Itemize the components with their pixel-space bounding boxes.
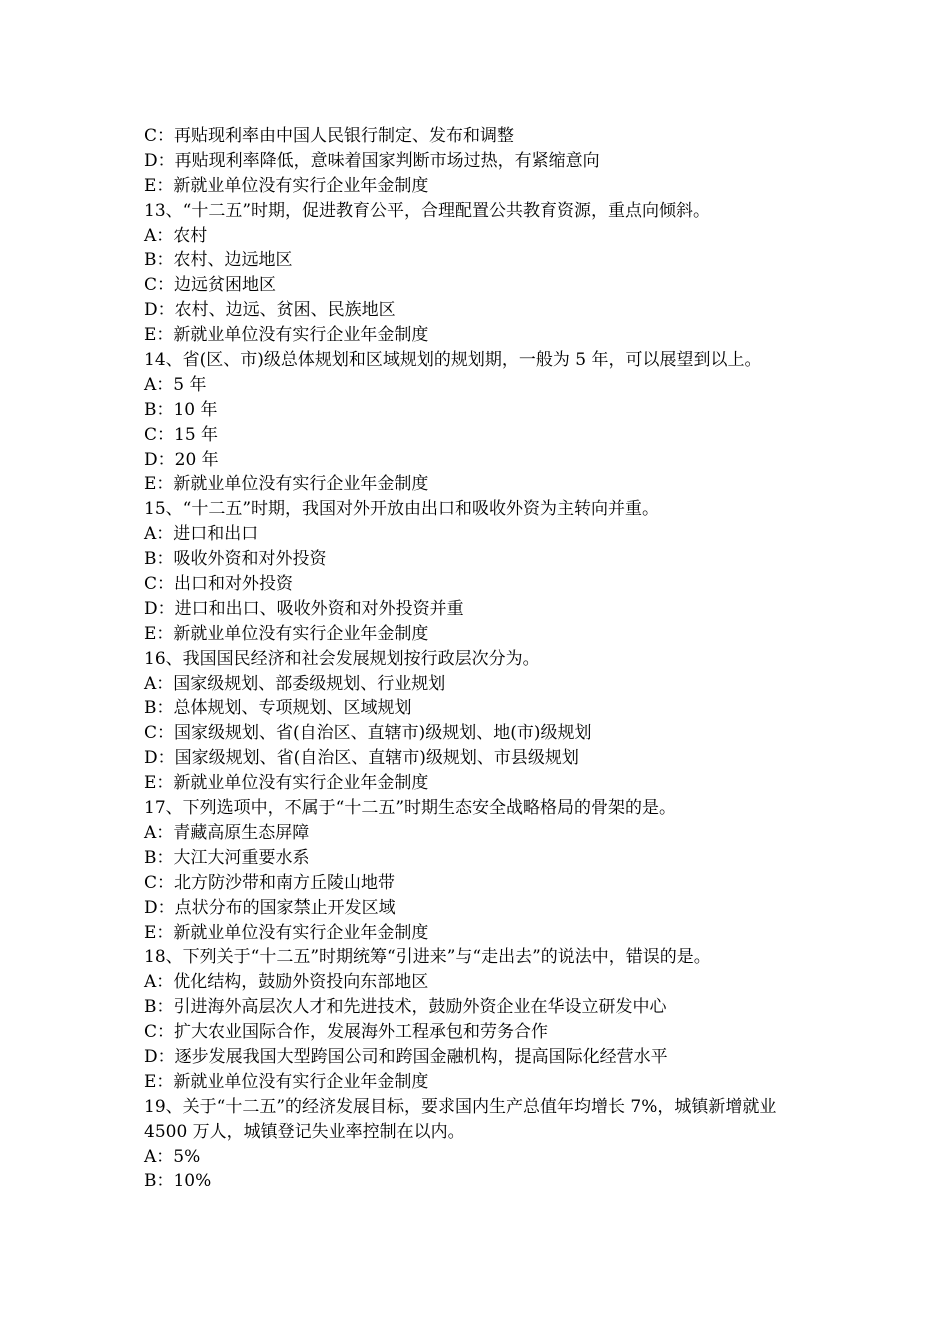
option-line: E：新就业单位没有实行企业年金制度 [144,474,429,495]
option-line: B：10 年 [144,399,218,420]
option-line: A：优化结构，鼓励外资投向东部地区 [144,972,429,993]
option-line: D：国家级规划、省(自治区、直辖市)级规划、市县级规划 [144,748,579,769]
option-line: E：新就业单位没有实行企业年金制度 [144,922,429,943]
question-stem: 19、关于“十二五”的经济发展目标，要求国内生产总值年均增长 7%，城镇新增就业 4500 万人，城镇登记失业率控制在以内。 [144,1096,777,1142]
question-19 [144,1095,814,1195]
question-17 [144,796,814,945]
question-stem: 18、下列关于“十二五”时期统筹“引进来”与“走出去”的说法中，错误的是。 [144,947,711,968]
option-line: A：进口和出口 [144,524,259,545]
option-line: C：出口和对外投资 [144,574,294,595]
option-line: B：农村、边远地区 [144,250,293,271]
option-line: E：新就业单位没有实行企业年金制度 [144,623,429,644]
question-stem: 17、下列选项中，不属于“十二五”时期生态安全战略格局的骨架的是。 [144,798,677,819]
option-line: D：进口和出口、吸收外资和对外投资并重 [144,598,464,619]
question-18 [144,945,814,1094]
option-line: C：15 年 [144,424,219,445]
option-line: C：北方防沙带和南方丘陵山地带 [144,872,396,893]
option-line: A：5 年 [144,374,207,395]
option-line: C：再贴现利率由中国人民银行制定、发布和调整 [144,126,515,146]
question-14 [144,348,814,497]
option-line: E：新就业单位没有实行企业年金制度 [144,325,429,346]
option-line: A：国家级规划、部委级规划、行业规划 [144,673,446,694]
question-stem: 14、省(区、市)级总体规划和区域规划的规划期，一般为 5 年，可以展望到以上。 [144,350,762,371]
question-stem: 15、“十二五”时期，我国对外开放由出口和吸收外资为主转向并重。 [144,499,660,520]
question-16 [144,647,814,796]
option-line: A：5% [144,1146,201,1167]
question-stem: 16、我国国民经济和社会发展规划按行政层次分为。 [144,648,540,669]
option-line: B：大江大河重要水系 [144,847,310,868]
option-line: C：扩大农业国际合作，发展海外工程承包和劳务合作 [144,1022,549,1043]
option-line: B：总体规划、专项规划、区域规划 [144,698,412,719]
option-line: C：边远贫困地区 [144,275,277,296]
option-line: D：点状分布的国家禁止开发区域 [144,897,396,918]
option-line: D：20 年 [144,449,219,470]
option-line: E：新就业单位没有实行企业年金制度 [144,175,429,196]
option-line: B：吸收外资和对外投资 [144,549,327,570]
document-page [144,124,814,1194]
option-line: D：逐步发展我国大型跨国公司和跨国金融机构，提高国际化经营水平 [144,1046,668,1067]
option-line: B：引进海外高层次人才和先进技术，鼓励外资企业在华设立研发中心 [144,997,667,1018]
option-line: A：青藏高原生态屏障 [144,822,310,843]
option-line: D：农村、边远、贫困、民族地区 [144,300,396,321]
question-stem: 13、“十二五”时期，促进教育公平，合理配置公共教育资源，重点向倾斜。 [144,200,711,221]
option-line: E：新就业单位没有实行企业年金制度 [144,1071,429,1092]
option-line: D：再贴现利率降低，意味着国家判断市场过热，有紧缩意向 [144,150,600,171]
preceding-options [144,124,814,199]
option-line: B：10% [144,1171,212,1192]
question-15 [144,497,814,646]
option-line: C：国家级规划、省(自治区、直辖市)级规划、地(市)级规划 [144,723,592,744]
question-13 [144,199,814,348]
option-line: E：新就业单位没有实行企业年金制度 [144,773,429,794]
option-line: A：农村 [144,225,208,246]
